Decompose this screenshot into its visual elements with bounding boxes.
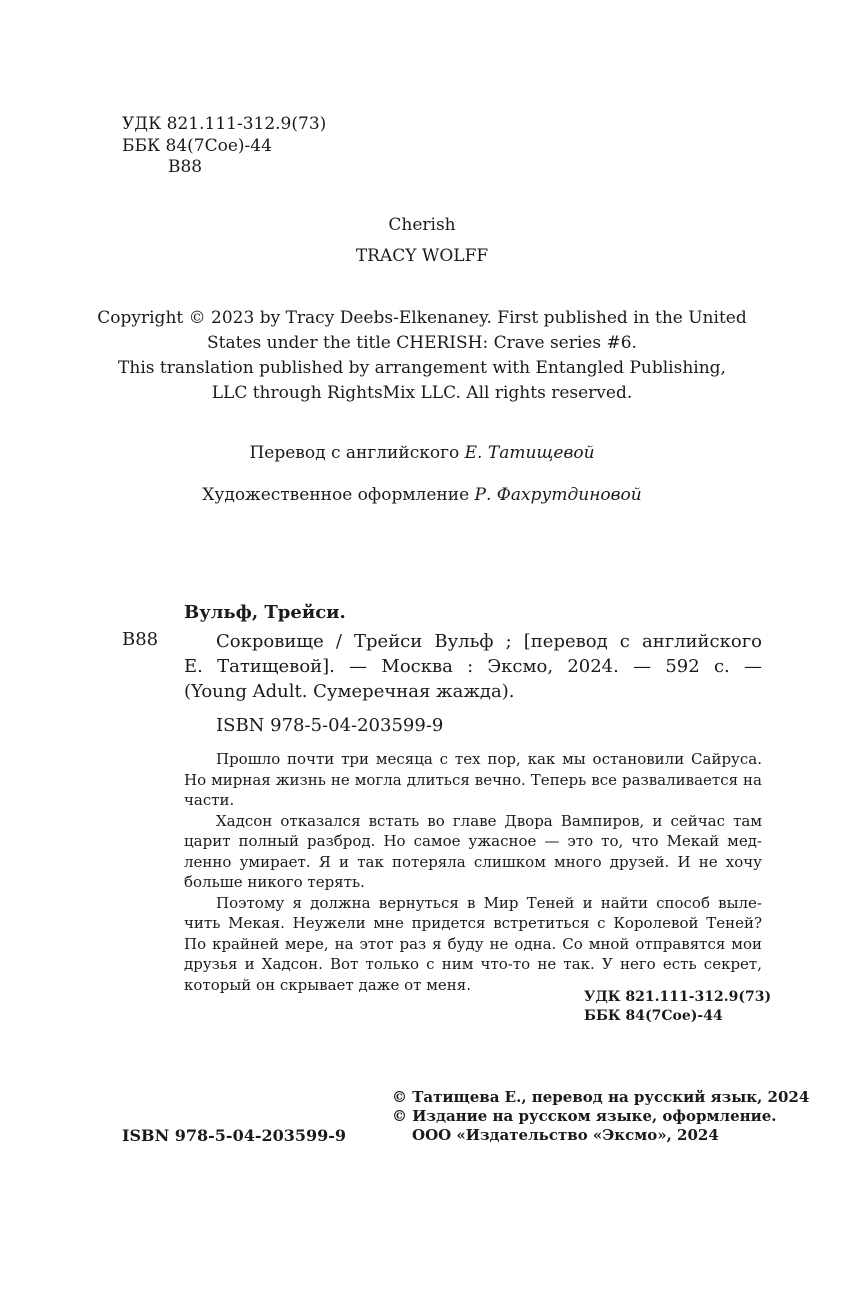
- annotation-line: ленно умирает. Я и так потеряла слишком много друзей. И не хочу: [184, 852, 762, 871]
- bib-line: Сокровище / Трейси Вульф ; [перевод с английского: [216, 631, 762, 652]
- design-label: Художественное оформление: [202, 485, 470, 505]
- annotation-line: царит полный разброд. Но самое ужасное — это то, что Мекай мед-: [184, 832, 762, 850]
- footer-copyright-translation: © Татищева Е., перевод на русский язык, 2024: [392, 1088, 810, 1106]
- translation-credit: [0, 443, 844, 463]
- annotation-line: Прошло почти три месяца с тех пор, как мы остановили Сайруса.: [216, 750, 762, 768]
- footer-bbk: ББК 84(7Сое)-44: [584, 1008, 723, 1024]
- annotation-line: друзья и Хадсон. Вот только с ним что-то не так. У него есть секрет,: [184, 955, 762, 973]
- annotation-line: больше никого терять.: [184, 873, 365, 891]
- bib-mark: В88: [122, 629, 159, 650]
- bib-description: [184, 629, 762, 704]
- annotation-line: части.: [184, 791, 235, 809]
- annotation-line: чить Мекая. Неужели мне придется встретиться с Королевой Теней?: [184, 914, 762, 932]
- designer-name: Р. Фахрутдиновой: [474, 485, 642, 505]
- copyright-line-4: LLC through RightsMix LLC. All rights reserved.: [211, 383, 633, 403]
- translation-label: Перевод с английского: [249, 443, 460, 463]
- original-title: Cherish: [388, 215, 456, 235]
- annotation-line: По крайней мере, на этот раз я буду не одна. Со мной отправятся мои: [184, 934, 762, 953]
- annotation-line: Но мирная жизнь не могла длиться вечно. Теперь все разваливается на: [184, 770, 762, 789]
- annotation-line: Поэтому я должна вернуться в Мир Теней и найти способ выле-: [216, 893, 762, 912]
- bib-line: (Young Adult. Сумеречная жажда).: [184, 681, 515, 702]
- footer-publisher: ООО «Издательство «Эксмо», 2024: [412, 1126, 719, 1144]
- bib-heading: Вульф, Трейси.: [184, 602, 346, 623]
- footer-copyright-edition: © Издание на русском языке, оформление.: [392, 1107, 777, 1125]
- copyright-line-2: States under the title CHERISH: Crave series #6.: [207, 333, 637, 353]
- copyright-line-1: Copyright © 2023 by Tracy Deebs-Elkenaney. First published in the United: [97, 308, 747, 328]
- annotation: [184, 749, 762, 995]
- author-mark: В88: [168, 157, 203, 177]
- footer-isbn: ISBN 978-5-04-203599-9: [122, 1126, 347, 1145]
- annotation-line: который он скрывает даже от меня.: [184, 975, 471, 994]
- copyright-line-3: This translation published by arrangement with Entangled Publishing,: [118, 358, 726, 378]
- footer-udk: УДК 821.111-312.9(73): [584, 989, 772, 1005]
- annotation-line: Хадсон отказался встать во главе Двора Вампиров, и сейчас там: [216, 811, 762, 830]
- original-author: TRACY WOLFF: [355, 246, 489, 266]
- translator-name: Е. Татищевой: [464, 443, 595, 463]
- design-credit: [0, 485, 844, 505]
- bib-isbn: ISBN 978-5-04-203599-9: [216, 715, 444, 736]
- bib-line: Е. Татищевой]. — Москва : Эксмо, 2024. — 592 с. —: [184, 656, 762, 677]
- udk-code: УДК 821.111-312.9(73): [122, 114, 327, 134]
- bbk-code: ББК 84(7Сое)-44: [122, 136, 272, 156]
